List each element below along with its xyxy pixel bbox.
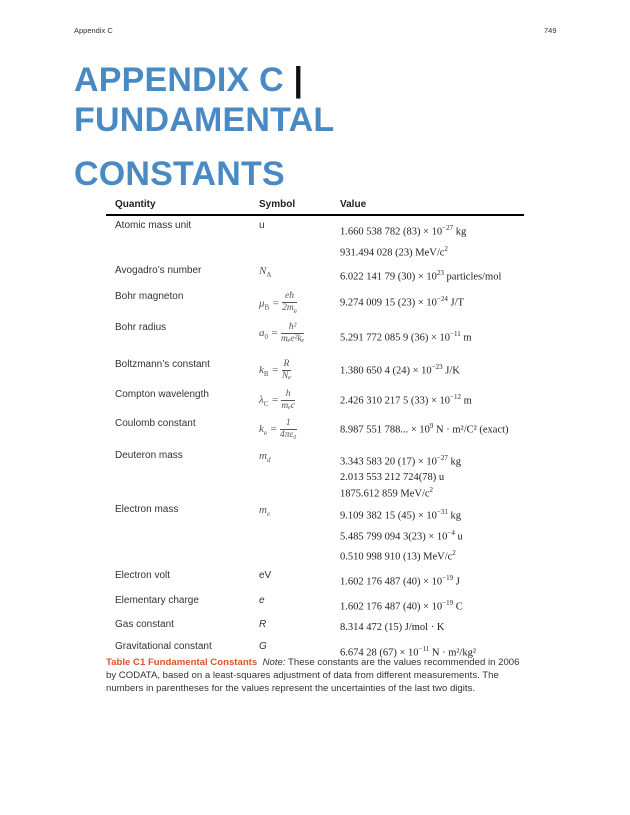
value-exponent: −19 <box>442 573 454 582</box>
quantity-cell: Avogadro’s number <box>115 265 202 276</box>
value-line: 1.380 650 4 (24) × 10 <box>340 365 432 377</box>
table-row <box>106 215 524 261</box>
value-unit: J/T <box>447 297 464 309</box>
value-exponent: −19 <box>442 598 454 607</box>
symbol-cell: G <box>259 641 267 652</box>
quantity-cell: Electron mass <box>115 504 179 515</box>
quantity-cell: Gas constant <box>115 619 174 630</box>
fraction-denominator: Nₐ <box>281 371 291 381</box>
page-number: 749 <box>544 26 557 35</box>
caption-note-label: Note: <box>262 657 286 668</box>
quantity-cell: Atomic mass unit <box>115 220 192 231</box>
value-line: 6.022 141 79 (30) × 10 <box>340 271 437 283</box>
value-line: 9.274 009 15 (23) × 10 <box>340 297 437 309</box>
value-cell <box>331 385 524 414</box>
quantity-cell: Boltzmann’s constant <box>115 359 210 370</box>
value-cell <box>331 566 524 591</box>
value-exponent: −27 <box>442 224 454 232</box>
symbol-cell <box>250 446 331 500</box>
value-cell <box>331 355 524 385</box>
value-exponent: 2 <box>429 485 434 494</box>
value-exponent: −11 <box>418 645 430 653</box>
value-cell <box>331 500 524 566</box>
quantity-cell: Bohr radius <box>115 322 167 333</box>
symbol-main: a <box>259 327 265 340</box>
table-row <box>106 355 524 385</box>
title-line-2: FUNDAMENTAL <box>74 101 335 139</box>
value-cell <box>331 261 524 287</box>
value-exponent: −12 <box>450 393 461 401</box>
symbol-subscript: B <box>263 370 269 379</box>
table-row <box>106 591 524 616</box>
symbol-cell <box>250 500 331 566</box>
caption-text: These constants are the values recommended in 2006 by CODATA, based on a least-squares adjustment of data from different measurements. The numbers in parentheses for the values represent the uncertainties of the last two digits. <box>106 657 520 694</box>
symbol-cell: R <box>259 619 267 630</box>
symbol-main: m <box>259 450 267 462</box>
value-unit: kg <box>453 226 467 238</box>
fraction-denominator-sub: e <box>293 306 297 315</box>
value-line: 8.987 551 788... × 10 <box>340 424 430 436</box>
value-line: 9.109 382 15 (45) × 10 <box>340 510 437 522</box>
value-line: 1.602 176 487 (40) × 10 <box>340 576 443 587</box>
table-row <box>106 385 524 414</box>
symbol-fraction <box>282 291 297 317</box>
quantity-cell: Bohr magneton <box>115 291 184 302</box>
value-exponent: −11 <box>450 330 461 338</box>
quantity-cell: Elementary charge <box>115 594 199 606</box>
fraction-numerator: 1 <box>280 418 297 430</box>
table-row <box>106 615 524 637</box>
quantity-cell: Gravitational constant <box>115 641 212 652</box>
value-exponent: −27 <box>436 454 448 462</box>
symbol-subscript: A <box>266 271 272 280</box>
value-cell <box>331 414 524 446</box>
symbol-cell: $a_0$ = $\frac{\text{ħ²}}{\text{mₑe²kₑ}}$ <box>259 322 305 344</box>
symbol-subscript: d <box>266 456 271 465</box>
header-quantity: Quantity <box>106 196 250 215</box>
fraction-numerator: R <box>283 359 290 369</box>
value-cell <box>331 446 524 500</box>
value-exponent: −4 <box>447 528 455 537</box>
symbol-cell: $\lambda_C$ = $\frac{h}{\text{mₑc}}$ <box>259 389 295 411</box>
header-value: Value <box>331 196 524 215</box>
table-caption <box>106 656 526 695</box>
value-line: 1.660 538 782 (83) × 10 <box>340 226 443 238</box>
symbol-cell <box>250 261 331 287</box>
symbol-subscript: e <box>266 510 271 519</box>
value-exponent: 9 <box>429 422 434 430</box>
value-line: 3.343 583 20 (17) × 10 <box>340 456 437 468</box>
value-line: 2.426 310 217 5 (33) × 10 <box>340 395 451 407</box>
symbol-cell: u <box>259 220 265 231</box>
value-unit: m <box>460 332 472 344</box>
fraction-numerator: eħ <box>282 291 297 303</box>
table-row <box>106 287 524 318</box>
symbol-cell: $k_B$ = $\frac{R}{\text{Nₐ}}$ <box>259 359 291 381</box>
symbol-cell: $k_e$ = $\frac{1}{\text{4πε₀}}$ <box>259 418 297 440</box>
value-line: 5.485 799 094 3(23) × 10 <box>340 531 448 542</box>
header-symbol: Symbol <box>250 196 331 215</box>
value-unit: m <box>461 395 472 407</box>
quantity-cell: Coulomb constant <box>115 418 196 429</box>
fraction-denominator: mₑe²kₑ <box>280 334 305 344</box>
value-cell <box>331 287 524 318</box>
value-unit: C <box>453 601 463 612</box>
value-exponent: −24 <box>436 295 448 303</box>
value-unit: J/K <box>442 365 460 377</box>
fraction-numerator: h <box>281 389 295 401</box>
quantity-cell: Deuteron mass <box>115 450 183 461</box>
quantity-cell: Compton wavelength <box>115 389 209 400</box>
fraction-denominator: 2m <box>282 303 294 313</box>
constants-table <box>106 196 524 662</box>
value-line: 6.674 28 (67) × 10 <box>340 647 419 659</box>
value-unit: N · m²/kg² <box>429 647 477 659</box>
table-row <box>106 414 524 446</box>
value-line: 8.314 472 (15) J/mol · K <box>340 622 445 633</box>
value-line: 0.510 998 910 (13) MeV/c <box>340 551 453 563</box>
symbol-fraction <box>280 418 297 441</box>
symbol-main: μ <box>259 297 265 310</box>
value-unit: J <box>453 576 460 587</box>
value-unit: particles/mol <box>443 271 502 283</box>
value-exponent: 2 <box>452 549 456 557</box>
table-row <box>106 261 524 287</box>
value-unit: N · m²/C² (exact) <box>433 424 509 436</box>
symbol-cell: e <box>259 594 265 606</box>
symbol-main: k <box>259 364 264 377</box>
title-separator: | <box>293 61 304 99</box>
symbol-subscript: B <box>264 303 270 312</box>
symbol-subscript: e <box>263 429 267 438</box>
value-unit: kg <box>447 510 461 522</box>
value-cell <box>331 215 524 261</box>
table-header-row <box>106 196 524 215</box>
fraction-numerator: ħ² <box>281 322 304 334</box>
symbol-subscript: C <box>263 400 269 409</box>
symbol-fraction <box>281 389 295 412</box>
value-line: 5.291 772 085 9 (36) × 10 <box>340 332 451 344</box>
value-line: 1875.612 859 MeV/c <box>340 488 430 499</box>
value-unit: u <box>454 531 463 542</box>
title-line-1: APPENDIX C <box>74 61 284 99</box>
value-unit: kg <box>447 456 461 468</box>
table-row <box>106 446 524 500</box>
value-exponent: −23 <box>431 363 443 371</box>
value-exponent: −31 <box>436 508 448 516</box>
value-cell <box>331 615 524 637</box>
caption-title: Table C1 Fundamental Constants <box>106 657 258 668</box>
symbol-fraction <box>281 322 304 345</box>
table-row <box>106 500 524 566</box>
value-exponent: 23 <box>436 269 444 277</box>
value-cell <box>331 591 524 616</box>
symbol-main: λ <box>259 394 264 407</box>
title-line-3: CONSTANTS <box>74 155 285 193</box>
value-line: 1.602 176 487 (40) × 10 <box>340 601 443 612</box>
symbol-main: N <box>259 265 267 277</box>
page-title <box>74 60 334 194</box>
symbol-fraction <box>282 359 292 382</box>
fraction-denominator: 4πε₀ <box>279 430 297 440</box>
value-cell <box>331 318 524 355</box>
symbol-subscript: 0 <box>264 333 268 342</box>
table-row <box>106 318 524 355</box>
fraction-denominator: mₑc <box>281 401 295 411</box>
symbol-cell: eV <box>259 569 272 581</box>
quantity-cell: Electron volt <box>115 569 171 581</box>
value-exponent: 2 <box>444 244 448 253</box>
symbol-cell: $\mu_B$ = $\frac{eħ}{2m_e}$ <box>259 291 297 315</box>
symbol-main: m <box>259 504 267 516</box>
value-line: 2.013 553 212 724(78) u <box>340 471 445 483</box>
symbol-main: k <box>259 423 264 436</box>
table-row <box>106 566 524 591</box>
running-header-section: Appendix C <box>74 26 113 35</box>
value-line: 931.494 028 (23) MeV/c <box>340 247 445 258</box>
